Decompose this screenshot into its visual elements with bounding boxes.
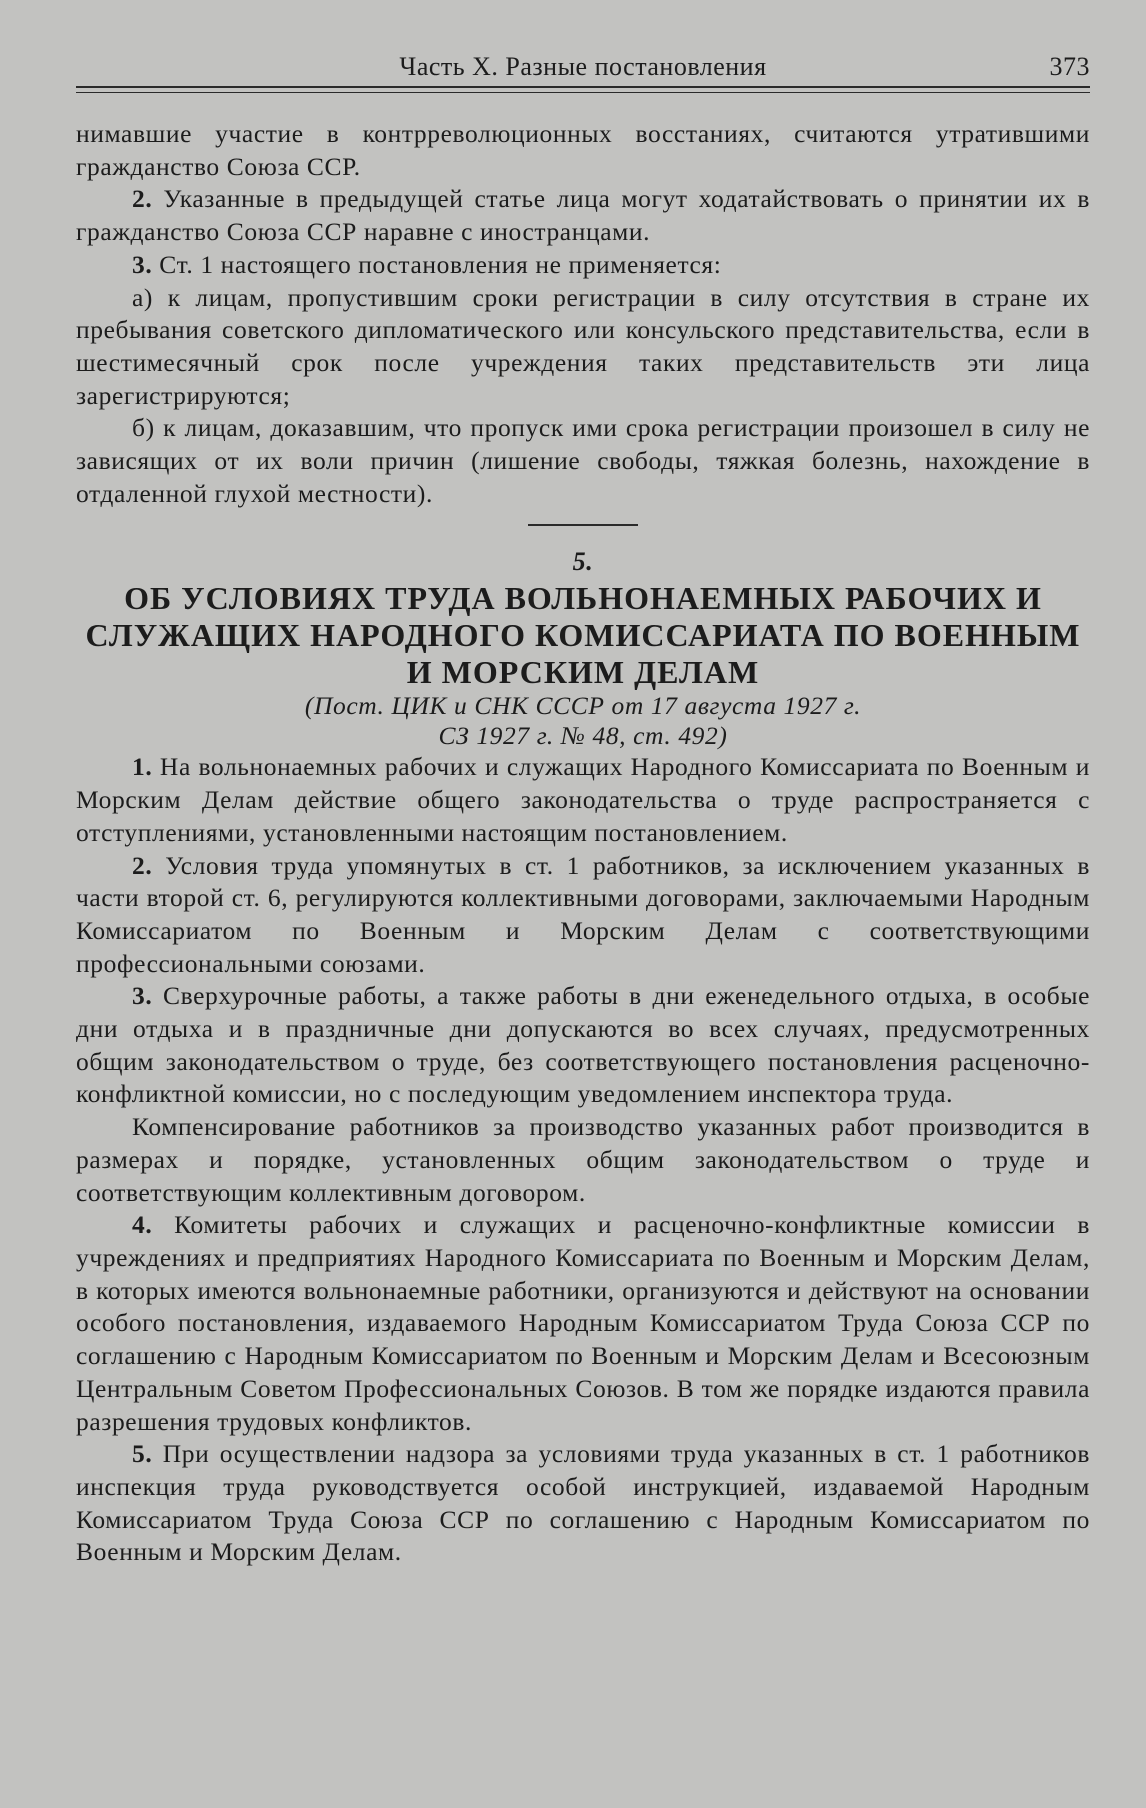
source-citation-line2: СЗ 1927 г. № 48, ст. 492) [438, 721, 728, 751]
article-4 [76, 1209, 1090, 1438]
article-2 [76, 850, 1090, 981]
article-3 [76, 249, 1090, 282]
article-text: На вольнонаемных рабочих и служащих Народного Комиссариата по Военным и Морским Делам действие общего законодательства о труде распространяется с отступлениями, установленными настоящим постановлением. [76, 752, 1090, 847]
article-5 [76, 1438, 1090, 1569]
article-number: 3. [132, 249, 153, 279]
article-number: 2. [132, 184, 153, 214]
article-text: Условия труда упомянутых в ст. 1 работников, за исключением указанных в части второй ст. 6, регулируются коллективными договорами, заключаемыми Народным Комиссариатом по Военным и Морским Делам с соответствующими профессиональными союзами. [76, 850, 1090, 978]
article-text: Ст. 1 настоящего постановления не применяется: [152, 249, 722, 279]
section-divider [528, 524, 638, 526]
article-number: 1. [132, 752, 153, 782]
article-text: При осуществлении надзора за условиями труда указанных в ст. 1 работников инспекция труда руководствуется особой инструкцией, издаваемой Народным Комиссариатом Труда Союза ССР по соглашению с Народным Комиссариатом по Военным и Морским Делам. [76, 1439, 1090, 1567]
article-number: 5. [132, 1439, 153, 1469]
header-rule [76, 86, 1090, 88]
source-citation-line1: (Пост. ЦИК и СНК СССР от 17 августа 1927 г. [304, 691, 862, 721]
article-text: Указанные в предыдущей статье лица могут ходатайствовать о принятии их в гражданство Союза ССР наравне с иностранцами. [76, 184, 1090, 247]
article-3-item-b: б) к лицам, доказавшим, что пропуск ими срока регистрации произошел в силу не зависящих от их воли причин (лишение свободы, тяжкая болезнь, нахождение в отдаленной глухой местности). [76, 413, 1090, 508]
article-3-continuation: Компенсирование работников за производство указанных работ производится в размерах и порядке, установленных общим законодательством о труде и соответствующим коллективным договором. [76, 1112, 1090, 1207]
article-1 [76, 751, 1090, 849]
header-rule-thin [76, 92, 1090, 93]
header-title: Часть X. Разные постановления [399, 52, 767, 81]
section-heading: ОБ УСЛОВИЯХ ТРУДА ВОЛЬНОНАЕМНЫХ РАБОЧИХ И СЛУЖАЩИХ НАРОДНОГО КОМИССАРИАТА ПО ВОЕННЫМ И МОРСКИМ ДЕЛАМ [85, 580, 1081, 691]
paragraph: нимавшие участие в контрреволюционных восстаниях, считаются утратившими гражданство Союза ССР. [76, 119, 1090, 181]
article-3 [76, 980, 1090, 1111]
section-number: 5. [572, 547, 594, 577]
running-header [76, 46, 1090, 86]
article-2 [76, 183, 1090, 248]
article-text: Комитеты рабочих и служащих и расценочно-конфликтные комиссии в учреждениях и предприятиях Народного Комиссариата по Военным и Морским Делам, в которых имеются вольнонаемные работники, организуются и действуют на основании особого постановления, издаваемого Народным Комиссариатом Труда Союза ССР по соглашению с Народным Комиссариатом по Военным и Морским Делам и Всесоюзным Центральным Советом Профессиональных Союзов. В том же порядке издаются правила разрешения трудовых конфликтов. [76, 1210, 1090, 1436]
article-3-item-a: а) к лицам, пропустившим сроки регистрации в силу отсутствия в стране их пребывания советского дипломатического или консульского представительства, если в шестимесячный срок после учреждения таких представительств эти лица зарегистрируются; [76, 282, 1090, 410]
article-number: 2. [132, 850, 153, 880]
article-text: Сверхурочные работы, а также работы в дни еженедельного отдыха, в особые дни отдыха и в праздничные дни допускаются во всех случаях, предусмотренных общим законодательством о труде, без соответствующего постановления расценочно-конфликтной комиссии, но с последующим уведомлением инспектора труда. [76, 981, 1090, 1109]
page-number: 373 [1049, 52, 1090, 81]
article-number: 4. [132, 1210, 153, 1240]
page-body [76, 118, 1090, 1569]
article-number: 3. [132, 981, 153, 1011]
